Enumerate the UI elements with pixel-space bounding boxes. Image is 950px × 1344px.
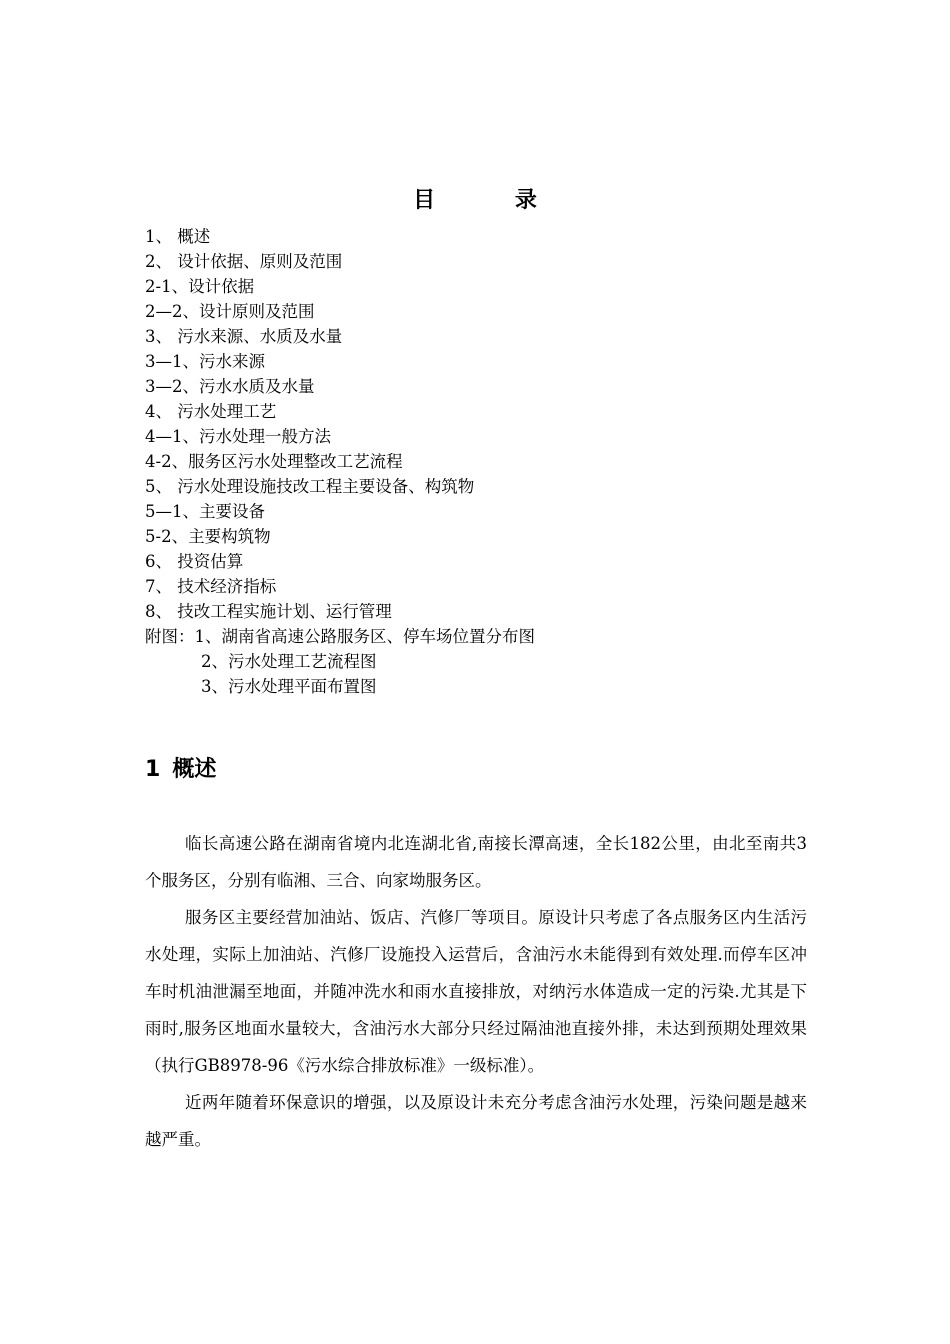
section-number: 1 <box>145 757 161 782</box>
toc-item: 7、 技术经济指标 <box>145 577 277 596</box>
toc-item: 3—1、污水来源 <box>145 352 265 371</box>
body-paragraph: 临长高速公路在湖南省境内北连湖北省,南接长潭高速，全长182公里，由北至南共3个服务区，分别有临湘、三合、向家坳服务区。 <box>145 834 807 890</box>
toc-item: 3、 污水来源、水质及水量 <box>145 327 343 346</box>
toc-item: 4-2、服务区污水处理整改工艺流程 <box>145 452 403 471</box>
toc-item: 2、 设计依据、原则及范围 <box>145 252 343 271</box>
body-paragraph: 近两年随着环保意识的增强，以及原设计未充分考虑含油污水处理，污染问题是越来越严重。 <box>145 1093 807 1149</box>
section-body <box>145 825 807 1158</box>
toc-item: 6、 投资估算 <box>145 552 244 571</box>
toc-item: 5-2、主要构筑物 <box>145 527 271 546</box>
toc-item: 1、 概述 <box>145 227 211 246</box>
toc-item: 5、 污水处理设施技改工程主要设备、构筑物 <box>145 477 475 496</box>
toc-item: 4—1、污水处理一般方法 <box>145 427 331 446</box>
toc-appendix-item: 附图：1、湖南省高速公路服务区、停车场位置分布图 <box>145 627 535 646</box>
toc-appendix-item: 2、污水处理工艺流程图 <box>201 652 377 671</box>
toc-item: 4、 污水处理工艺 <box>145 402 277 421</box>
toc-item: 8、 技改工程实施计划、运行管理 <box>145 602 392 621</box>
toc-item: 2—2、设计原则及范围 <box>145 302 315 321</box>
table-of-contents <box>145 224 825 699</box>
toc-item: 2-1、设计依据 <box>145 277 255 296</box>
toc-item: 5—1、主要设备 <box>145 502 265 521</box>
toc-appendix-item: 3、污水处理平面布置图 <box>201 677 377 696</box>
section-title: 概述 <box>172 757 217 782</box>
toc-title: 目 录 <box>413 187 573 213</box>
toc-item: 3—2、污水水质及水量 <box>145 377 315 396</box>
body-paragraph: 服务区主要经营加油站、饭店、汽修厂等项目。原设计只考虑了各点服务区内生活污水处理，实际上加油站、汽修厂设施投入运营后，含油污水未能得到有效处理.而停车区冲车时机油泄漏至地面，并随冲洗水和雨水直接排放，对纳污水体造成一定的污染.尤其是下雨时,服务区地面水量较大，含油污水大部分只经过隔油池直接外排，未达到预期处理效果（执行GB8978-96《污水综合排放标准》一级标准）。 <box>145 908 807 1075</box>
section-heading <box>145 752 216 783</box>
